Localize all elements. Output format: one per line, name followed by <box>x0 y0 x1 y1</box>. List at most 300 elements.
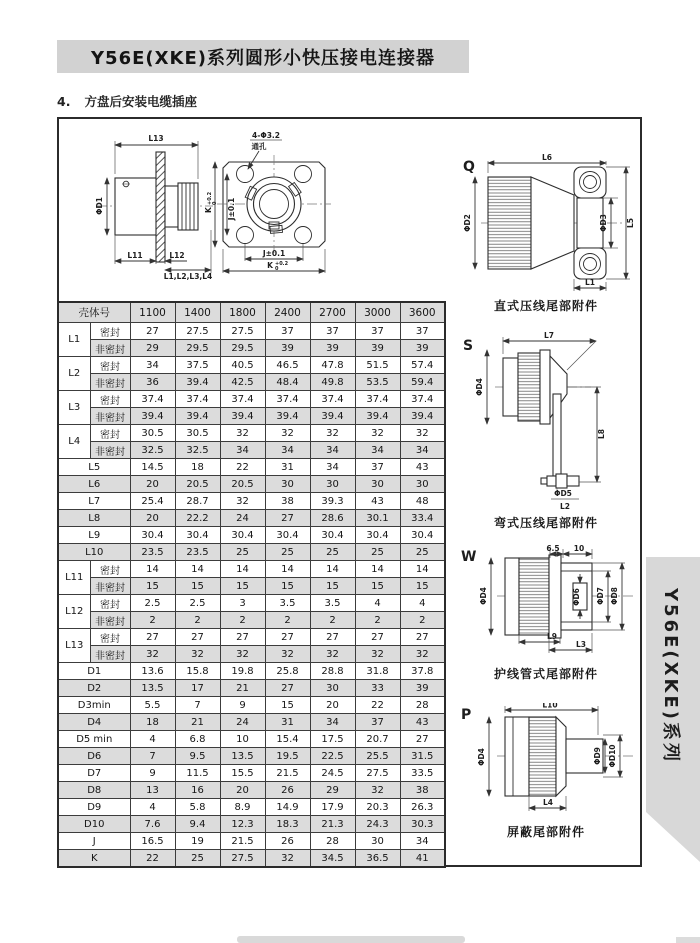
dim-value-cell: 21.3 <box>310 816 355 833</box>
row-label: L5 <box>58 459 130 476</box>
dim-value-cell: 21 <box>220 680 265 697</box>
dim-value-cell: 32 <box>310 646 355 663</box>
row-sub-label: 密封 <box>90 629 130 646</box>
dim-value-cell: 27 <box>130 323 175 340</box>
dim-value-cell: 30.4 <box>310 527 355 544</box>
q-dim-d2: ΦD2 <box>463 214 472 232</box>
row-label: L9 <box>58 527 130 544</box>
row-label: L8 <box>58 510 130 527</box>
table-row <box>58 697 445 714</box>
dim-value-cell: 2.5 <box>175 595 220 612</box>
dim-value-cell: 48.4 <box>265 374 310 391</box>
dim-value-cell: 21 <box>175 714 220 731</box>
dim-value-cell: 2 <box>220 612 265 629</box>
row-sub-label: 非密封 <box>90 578 130 595</box>
dim-value-cell: 18 <box>130 714 175 731</box>
dim-value-cell: 13 <box>130 782 175 799</box>
dim-value-cell: 32 <box>220 493 265 510</box>
row-sub-label: 非密封 <box>90 340 130 357</box>
row-sub-label: 非密封 <box>90 442 130 459</box>
dim-value-cell: 30 <box>310 680 355 697</box>
table-row <box>58 408 445 425</box>
q-dim-d3: ΦD3 <box>599 214 608 232</box>
dim-value-cell: 16.5 <box>130 833 175 850</box>
row-label: D1 <box>58 663 130 680</box>
dim-value-cell: 2 <box>175 612 220 629</box>
dim-value-cell: 25 <box>310 544 355 561</box>
dim-value-cell: 39.4 <box>175 408 220 425</box>
row-label: L10 <box>58 544 130 561</box>
dim-value-cell: 22.5 <box>310 748 355 765</box>
dim-value-cell: 15 <box>400 578 445 595</box>
dim-value-cell: 30 <box>310 476 355 493</box>
dim-value-cell: 30 <box>355 476 400 493</box>
dim-value-cell: 37 <box>355 714 400 731</box>
dim-value-cell: 32 <box>355 425 400 442</box>
table-row <box>58 442 445 459</box>
dim-value-cell: 2 <box>400 612 445 629</box>
dim-value-cell: 20.5 <box>175 476 220 493</box>
dim-value-cell: 8.9 <box>220 799 265 816</box>
dim-value-cell: 27 <box>265 629 310 646</box>
dim-value-cell: 26 <box>265 782 310 799</box>
dim-value-cell: 19 <box>175 833 220 850</box>
row-group-label: L13 <box>58 629 90 663</box>
w-dim-d8: ΦD8 <box>610 587 619 605</box>
dim-value-cell: 17 <box>175 680 220 697</box>
dim-value-cell: 23.5 <box>175 544 220 561</box>
table-row <box>58 374 445 391</box>
p-dim-l4: L4 <box>543 798 553 807</box>
dim-value-cell: 9.4 <box>175 816 220 833</box>
dim-value-cell: 38 <box>400 782 445 799</box>
dim-value-cell: 32 <box>175 646 220 663</box>
dim-value-cell: 27 <box>265 510 310 527</box>
dim-value-cell: 28.6 <box>310 510 355 527</box>
w-dim-d4: ΦD4 <box>479 587 488 605</box>
row-sub-label: 密封 <box>90 357 130 374</box>
dim-value-cell: 33 <box>355 680 400 697</box>
series-side-tab-label: Y56E(XKE)系列 <box>660 588 681 764</box>
col-header-size: 1400 <box>175 302 220 323</box>
dim-phi-d1: ΦD1 <box>95 197 104 215</box>
row-sub-label: 密封 <box>90 391 130 408</box>
dim-value-cell: 29.5 <box>175 340 220 357</box>
dim-value-cell: 29.5 <box>220 340 265 357</box>
dim-value-cell: 32.5 <box>175 442 220 459</box>
dim-value-cell: 25.4 <box>130 493 175 510</box>
table-row <box>58 765 445 782</box>
dim-value-cell: 3.5 <box>310 595 355 612</box>
row-sub-label: 密封 <box>90 425 130 442</box>
row-sub-label: 密封 <box>90 561 130 578</box>
dim-value-cell: 34 <box>355 442 400 459</box>
row-group-label: L2 <box>58 357 90 391</box>
dim-value-cell: 59.4 <box>400 374 445 391</box>
w-diagram <box>453 545 639 663</box>
dim-k-left-up: +0.2 <box>207 191 213 205</box>
dim-value-cell: 36 <box>130 374 175 391</box>
col-header-size: 2700 <box>310 302 355 323</box>
dim-value-cell: 30.4 <box>220 527 265 544</box>
table-row <box>58 748 445 765</box>
p-dim-l10: L10 <box>542 703 558 710</box>
dim-value-cell: 9 <box>220 697 265 714</box>
dim-value-cell: 34 <box>130 357 175 374</box>
accessory-s <box>453 332 639 531</box>
row-label: D7 <box>58 765 130 782</box>
table-row <box>58 459 445 476</box>
dim-value-cell: 30.4 <box>355 527 400 544</box>
row-sub-label: 非密封 <box>90 646 130 663</box>
dim-value-cell: 39.4 <box>220 408 265 425</box>
dim-value-cell: 25.5 <box>355 748 400 765</box>
dim-value-cell: 20.3 <box>355 799 400 816</box>
col-header-size: 1100 <box>130 302 175 323</box>
dim-value-cell: 5.5 <box>130 697 175 714</box>
dim-value-cell: 32 <box>220 646 265 663</box>
dim-value-cell: 32 <box>400 425 445 442</box>
dim-value-cell: 39 <box>310 340 355 357</box>
table-row <box>58 646 445 663</box>
dim-value-cell: 28 <box>310 833 355 850</box>
col-header-size: 1800 <box>220 302 265 323</box>
table-row <box>58 510 445 527</box>
dim-value-cell: 30 <box>400 476 445 493</box>
dim-value-cell: 2 <box>310 612 355 629</box>
dim-value-cell: 37.4 <box>130 391 175 408</box>
dim-value-cell: 14.9 <box>265 799 310 816</box>
dim-value-cell: 37 <box>355 459 400 476</box>
row-label: D8 <box>58 782 130 799</box>
row-label: K <box>58 850 130 868</box>
table-row <box>58 476 445 493</box>
dim-value-cell: 33.5 <box>400 765 445 782</box>
dim-value-cell: 21.5 <box>265 765 310 782</box>
dim-value-cell: 18 <box>175 459 220 476</box>
p-dim-d9: ΦD9 <box>593 747 602 765</box>
dim-value-cell: 7.6 <box>130 816 175 833</box>
row-sub-label: 非密封 <box>90 408 130 425</box>
dim-value-cell: 32 <box>310 425 355 442</box>
dim-value-cell: 2.5 <box>130 595 175 612</box>
dim-l12: L12 <box>169 251 185 260</box>
w-dim-d6: ΦD6 <box>572 588 581 606</box>
dim-value-cell: 34.5 <box>310 850 355 868</box>
dim-l11: L11 <box>127 251 143 260</box>
q-caption: 直式压线尾部附件 <box>493 299 598 313</box>
dim-value-cell: 6.8 <box>175 731 220 748</box>
dim-value-cell: 15 <box>130 578 175 595</box>
dim-value-cell: 12.3 <box>220 816 265 833</box>
dim-value-cell: 27.5 <box>220 850 265 868</box>
dim-value-cell: 2 <box>355 612 400 629</box>
section-title: 方盘后安装电缆插座 <box>84 94 197 109</box>
section-number: 4. <box>57 94 71 109</box>
dim-value-cell: 11.5 <box>175 765 220 782</box>
dim-value-cell: 28 <box>400 697 445 714</box>
w-dim-10: 10 <box>573 545 585 553</box>
row-sub-label: 密封 <box>90 595 130 612</box>
dim-value-cell: 25 <box>220 544 265 561</box>
dim-value-cell: 49.8 <box>310 374 355 391</box>
p-dim-d4: ΦD4 <box>477 748 486 766</box>
dim-value-cell: 48 <box>400 493 445 510</box>
page-title-bar <box>57 40 469 73</box>
dim-value-cell: 27.5 <box>220 323 265 340</box>
p-caption: 屏蔽尾部附件 <box>506 825 585 839</box>
dim-value-cell: 4 <box>400 595 445 612</box>
dim-value-cell: 43 <box>355 493 400 510</box>
dim-value-cell: 30 <box>355 833 400 850</box>
dim-value-cell: 27 <box>220 629 265 646</box>
col-header-size: 3600 <box>400 302 445 323</box>
dimension-table <box>57 301 446 868</box>
dim-value-cell: 39.4 <box>130 408 175 425</box>
dim-value-cell: 32 <box>265 425 310 442</box>
dim-value-cell: 15 <box>265 578 310 595</box>
dim-k-bottom-dn: 0 <box>275 266 279 272</box>
dim-value-cell: 14 <box>220 561 265 578</box>
dim-value-cell: 37 <box>400 323 445 340</box>
dim-value-cell: 10 <box>220 731 265 748</box>
w-dim-65: 6.5 <box>546 545 560 553</box>
dim-value-cell: 40.5 <box>220 357 265 374</box>
dim-value-cell: 13.6 <box>130 663 175 680</box>
row-label: J <box>58 833 130 850</box>
row-group-label: L4 <box>58 425 90 459</box>
dim-value-cell: 27 <box>400 629 445 646</box>
hole-note: 4-Φ3.2 <box>252 131 280 140</box>
w-dim-l3: L3 <box>576 640 586 649</box>
dim-value-cell: 15 <box>355 578 400 595</box>
dim-value-cell: 37.8 <box>400 663 445 680</box>
dim-value-cell: 30.4 <box>175 527 220 544</box>
dim-value-cell: 15 <box>220 578 265 595</box>
dim-value-cell: 9.5 <box>175 748 220 765</box>
dim-value-cell: 37.4 <box>400 391 445 408</box>
row-label: D4 <box>58 714 130 731</box>
dim-value-cell: 27 <box>130 629 175 646</box>
dim-value-cell: 15.5 <box>220 765 265 782</box>
dim-value-cell: 57.4 <box>400 357 445 374</box>
table-row <box>58 663 445 680</box>
col-header-shell: 壳体号 <box>58 302 130 323</box>
table-row <box>58 680 445 697</box>
dim-value-cell: 7 <box>175 697 220 714</box>
row-sub-label: 非密封 <box>90 374 130 391</box>
row-label: D10 <box>58 816 130 833</box>
dim-value-cell: 31.8 <box>355 663 400 680</box>
table-row <box>58 391 445 408</box>
dim-value-cell: 34 <box>310 714 355 731</box>
dim-value-cell: 34 <box>310 442 355 459</box>
dim-value-cell: 30.4 <box>400 527 445 544</box>
dim-value-cell: 30.1 <box>355 510 400 527</box>
dim-value-cell: 29 <box>130 340 175 357</box>
table-row <box>58 799 445 816</box>
dim-value-cell: 14 <box>310 561 355 578</box>
table-row <box>58 357 445 374</box>
dim-value-cell: 42.5 <box>220 374 265 391</box>
table-row <box>58 425 445 442</box>
dim-value-cell: 4 <box>130 799 175 816</box>
s-dim-d4: ΦD4 <box>475 378 484 396</box>
dimension-table-wrap <box>57 301 446 868</box>
dim-value-cell: 37 <box>355 323 400 340</box>
table-row <box>58 544 445 561</box>
dim-value-cell: 24 <box>220 714 265 731</box>
dim-j-bottom: J±0.1 <box>262 249 286 258</box>
dim-value-cell: 15 <box>310 578 355 595</box>
dim-value-cell: 30.3 <box>400 816 445 833</box>
dim-value-cell: 39 <box>400 340 445 357</box>
table-row <box>58 595 445 612</box>
w-letter: W <box>461 549 477 565</box>
footer-artifact <box>237 936 465 943</box>
dim-value-cell: 39 <box>265 340 310 357</box>
dim-value-cell: 39 <box>355 340 400 357</box>
dim-value-cell: 14 <box>355 561 400 578</box>
row-label: D9 <box>58 799 130 816</box>
dim-value-cell: 33.4 <box>400 510 445 527</box>
hole-note-2: 通孔 <box>251 142 267 151</box>
table-row <box>58 340 445 357</box>
s-dim-l8: L8 <box>597 429 606 439</box>
table-row <box>58 833 445 850</box>
q-dim-l5: L5 <box>626 218 635 228</box>
dim-value-cell: 4 <box>355 595 400 612</box>
row-label: L7 <box>58 493 130 510</box>
dim-value-cell: 22 <box>130 850 175 868</box>
q-letter: Q <box>463 159 475 175</box>
dim-value-cell: 13.5 <box>220 748 265 765</box>
dim-value-cell: 27 <box>310 629 355 646</box>
dim-value-cell: 31 <box>265 714 310 731</box>
dim-value-cell: 39.4 <box>310 408 355 425</box>
dim-value-cell: 32 <box>265 646 310 663</box>
dim-value-cell: 9 <box>130 765 175 782</box>
table-row <box>58 323 445 340</box>
dim-value-cell: 27 <box>355 629 400 646</box>
dim-value-cell: 14 <box>400 561 445 578</box>
dim-value-cell: 27.5 <box>175 323 220 340</box>
dim-value-cell: 16 <box>175 782 220 799</box>
dim-value-cell: 34 <box>265 442 310 459</box>
dim-value-cell: 32 <box>355 646 400 663</box>
dim-value-cell: 31.5 <box>400 748 445 765</box>
dim-value-cell: 15 <box>175 578 220 595</box>
dim-value-cell: 51.5 <box>355 357 400 374</box>
dim-value-cell: 32 <box>220 425 265 442</box>
table-row <box>58 612 445 629</box>
dim-value-cell: 32 <box>130 646 175 663</box>
dim-value-cell: 28.8 <box>310 663 355 680</box>
dim-value-cell: 39.4 <box>175 374 220 391</box>
accessory-q <box>453 153 639 314</box>
dim-value-cell: 14 <box>130 561 175 578</box>
dim-value-cell: 37.4 <box>175 391 220 408</box>
dim-value-cell: 37 <box>265 323 310 340</box>
dim-k-bottom-up: +0.2 <box>275 261 289 267</box>
dim-value-cell: 53.5 <box>355 374 400 391</box>
dim-value-cell: 36.5 <box>355 850 400 868</box>
dim-value-cell: 26 <box>265 833 310 850</box>
row-label: D6 <box>58 748 130 765</box>
dim-value-cell: 15.8 <box>175 663 220 680</box>
dim-value-cell: 7 <box>130 748 175 765</box>
table-row <box>58 561 445 578</box>
main-drawing <box>69 129 459 281</box>
table-row <box>58 731 445 748</box>
p-letter: P <box>461 707 472 723</box>
dim-value-cell: 32 <box>400 646 445 663</box>
dim-k-left-dn: 0 <box>212 201 218 205</box>
dim-value-cell: 2 <box>265 612 310 629</box>
dim-value-cell: 43 <box>400 459 445 476</box>
dim-value-cell: 30 <box>265 476 310 493</box>
dim-value-cell: 25 <box>400 544 445 561</box>
dim-value-cell: 20.7 <box>355 731 400 748</box>
row-group-label: L1 <box>58 323 90 357</box>
w-dim-l9: L9 <box>547 632 557 641</box>
accessory-w <box>453 545 639 682</box>
table-row <box>58 578 445 595</box>
dim-k-left: K <box>204 207 213 213</box>
dim-value-cell: 37.5 <box>175 357 220 374</box>
row-label: L6 <box>58 476 130 493</box>
dim-value-cell: 28.7 <box>175 493 220 510</box>
q-dim-l6: L6 <box>542 153 552 162</box>
p-diagram <box>453 703 639 821</box>
dim-l13: L13 <box>148 134 164 143</box>
dim-value-cell: 27 <box>175 629 220 646</box>
dim-value-cell: 24.3 <box>355 816 400 833</box>
dim-value-cell: 37.4 <box>220 391 265 408</box>
dim-value-cell: 22 <box>220 459 265 476</box>
dim-value-cell: 20.5 <box>220 476 265 493</box>
dim-value-cell: 34 <box>400 833 445 850</box>
dim-value-cell: 21.5 <box>220 833 265 850</box>
dim-value-cell: 19.5 <box>265 748 310 765</box>
dim-value-cell: 39.4 <box>400 408 445 425</box>
section-heading <box>57 92 197 110</box>
dim-value-cell: 2 <box>130 612 175 629</box>
dim-value-cell: 31 <box>265 459 310 476</box>
dim-value-cell: 19.8 <box>220 663 265 680</box>
dim-value-cell: 32 <box>355 782 400 799</box>
dim-value-cell: 25 <box>175 850 220 868</box>
w-caption: 护线管式尾部附件 <box>493 667 598 681</box>
dim-lgroup: L1,L2,L3,L4 <box>163 272 213 281</box>
dim-value-cell: 24.5 <box>310 765 355 782</box>
dim-value-cell: 15.4 <box>265 731 310 748</box>
dim-value-cell: 41 <box>400 850 445 868</box>
dim-value-cell: 17.5 <box>310 731 355 748</box>
content-box <box>57 117 642 867</box>
dim-value-cell: 17.9 <box>310 799 355 816</box>
dim-value-cell: 15 <box>265 697 310 714</box>
col-header-size: 3000 <box>355 302 400 323</box>
row-group-label: L3 <box>58 391 90 425</box>
dim-value-cell: 34 <box>220 442 265 459</box>
dim-value-cell: 14.5 <box>130 459 175 476</box>
s-dim-l2: L2 <box>560 502 570 511</box>
dim-value-cell: 13.5 <box>130 680 175 697</box>
dim-value-cell: 20 <box>310 697 355 714</box>
dim-value-cell: 43 <box>400 714 445 731</box>
dim-value-cell: 27.5 <box>355 765 400 782</box>
